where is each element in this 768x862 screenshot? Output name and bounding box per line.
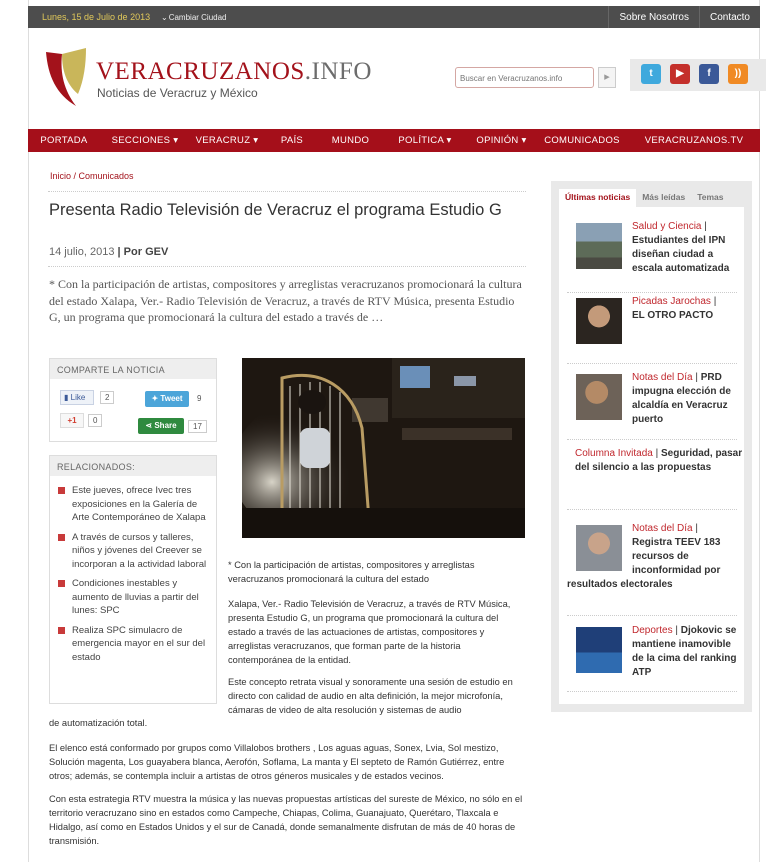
gplus-count: 0 [88, 414, 102, 427]
main-nav [28, 129, 760, 152]
sidebar-tabs [559, 189, 730, 207]
google-plus-button[interactable] [60, 413, 84, 428]
nav-opinion[interactable]: OPINIÓN ▾ [476, 135, 527, 146]
tab-mas-leidas[interactable]: Más leídas [642, 192, 686, 202]
sidebar [551, 181, 752, 712]
news-item[interactable] [567, 220, 737, 276]
article-author[interactable]: GEV [145, 246, 169, 258]
sidebar-news-list [559, 207, 744, 704]
youtube-icon[interactable]: ▶ [670, 64, 690, 84]
tweet-count: 9 [197, 394, 202, 403]
news-headline[interactable]: PRD impugna elección de alcaldía en Veracruz puerto [632, 372, 731, 425]
like-icon: ▮ [64, 393, 69, 402]
site-logo-icon[interactable] [42, 46, 88, 108]
tab-ultimas-noticias[interactable]: Últimas noticias [559, 189, 636, 207]
news-category[interactable]: Deportes [632, 625, 673, 636]
separator: | [704, 221, 707, 232]
article-lead: * Con la participación de artistas, compositores y arreglistas veracruzanos promocionará la cultura del estado Xalapa, Ver.- Radio Televisión de Veracruz, a través de RTV Música, presenta Estudio G, un programa que promocionará la cultura del estado a través de … [49, 277, 522, 324]
news-headline[interactable]: Djokovic se mantiene inamovible de la cima del ranking ATP [632, 625, 737, 678]
related-item[interactable]: Condiciones inestables y aumento de lluvias a partir del lunes: SPC [58, 577, 210, 618]
separator: | [655, 448, 659, 459]
article-date: 14 julio, 2013 [49, 246, 115, 258]
nav-pais[interactable]: PAÍS [280, 135, 304, 146]
divider [567, 509, 737, 510]
divider [567, 363, 737, 364]
news-item[interactable] [567, 522, 737, 592]
news-item[interactable] [567, 371, 737, 427]
tweet-button[interactable] [145, 391, 189, 407]
share-heading: COMPARTE LA NOTICIA [50, 359, 216, 379]
news-headline[interactable]: Estudiantes del IPN diseñan ciudad a escala automatizada [632, 235, 730, 274]
nav-portada[interactable]: PORTADA [40, 135, 88, 146]
top-links [608, 6, 760, 28]
divider [567, 292, 737, 293]
site-name-main: VERACRUZANOS [96, 58, 305, 85]
twitter-bird-icon: ✦ [151, 394, 159, 403]
contact-link[interactable]: Contacto [699, 6, 760, 28]
news-category[interactable]: Salud y Ciencia [632, 221, 702, 232]
site-name[interactable] [96, 58, 372, 86]
article-paragraph: El elenco está conformado por grupos como Villalobos brothers , Los aguas aguas, Sonex, Lvia, Sol mestizo, Solución magenta, Los guayabera blanca, Aerofón, Soflama, La manta y El septeto de Ramón Gutiérrez, entre otros; además, se contempla incluir a artistas de otros géneros musicales y de estados vecinos. [49, 743, 505, 781]
nav-veracruz[interactable]: VERACRUZ ▾ [195, 135, 259, 146]
news-category[interactable]: Columna Invitada [575, 448, 653, 459]
like-label: Like [70, 393, 86, 402]
share-count: 17 [188, 420, 207, 433]
separator: | [713, 296, 717, 307]
search-input[interactable] [456, 69, 593, 88]
article-photo [242, 358, 525, 538]
news-thumbnail[interactable] [576, 374, 622, 420]
article-paragraph: de automatización total. [49, 718, 148, 728]
about-link[interactable]: Sobre Nosotros [608, 6, 698, 28]
divider [48, 266, 526, 267]
share-label: Share [154, 421, 177, 430]
divider [567, 615, 737, 616]
rss-icon[interactable]: )) [728, 64, 748, 84]
nav-comunicados[interactable]: COMUNICADOS [544, 135, 620, 146]
related-item[interactable]: A través de cursos y talleres, niños y jóvenes del Creever se incorporan a la actividad laboral [58, 531, 210, 572]
divider [48, 191, 526, 192]
tab-temas[interactable]: Temas [697, 192, 724, 202]
divider [567, 691, 737, 692]
news-category[interactable]: Notas del Día [632, 523, 693, 534]
tweet-label: Tweet [160, 394, 183, 403]
article-paragraph: Con esta estrategia RTV muestra la música y las nuevas propuestas artísticas del sureste de México, no sólo en el territorio veracruzano sino en estados como Campeche, Chiapas, Colima, Guanajuato, Querétaro, Tlaxcala e Hidalgo, así como en Estados Unidos y el sur de Canadá, donde semanalmente disfrutan de más de 40 horas de transmisión. [49, 794, 523, 846]
related-item[interactable]: Realiza SPC simulacro de emergencia mayor en el sur del estado [58, 624, 210, 665]
search-box [455, 67, 594, 88]
related-list [50, 476, 216, 664]
news-thumbnail[interactable] [576, 627, 622, 673]
related-item[interactable]: Este jueves, ofrece Ivec tres exposiciones en la Galería de Arte Contemporáneo de Xalapa [58, 484, 210, 525]
gplus-label: +1 [67, 416, 77, 425]
author-prefix: | Por [117, 246, 142, 258]
news-category[interactable]: Picadas Jarochas [632, 296, 711, 307]
facebook-like-button[interactable] [60, 390, 94, 405]
nav-mundo[interactable]: MUNDO [331, 135, 370, 146]
share-button[interactable] [138, 418, 184, 434]
site-tagline: Noticias de Veracruz y México [97, 86, 258, 100]
related-heading: RELACIONADOS: [50, 456, 216, 476]
nav-politica[interactable]: POLÍTICA ▾ [398, 135, 452, 146]
facebook-icon[interactable]: f [699, 64, 719, 84]
breadcrumb[interactable]: Inicio / Comunicados [50, 171, 134, 181]
change-city-link[interactable] [161, 13, 227, 22]
news-item[interactable] [575, 447, 745, 475]
separator: | [695, 372, 698, 383]
share-icon: ⋖ [145, 421, 153, 430]
news-headline[interactable]: Seguridad, pasar del silencio a las propuestas [575, 448, 743, 473]
change-city-label: Cambiar Ciudad [168, 13, 227, 22]
social-links [630, 59, 766, 91]
nav-veracruzanos-tv[interactable]: VERACRUZANOS.TV [644, 135, 744, 146]
news-thumbnail[interactable] [576, 223, 622, 269]
search-submit-button[interactable]: ▸ [598, 67, 616, 88]
article-paragraph: Este concepto retrata visual y sonoramente una sesión de estudio en directo con calidad de audio en alta definición, la mejor microfonía, cámaras de video de alta resolución y sistemas de audio [228, 677, 513, 715]
current-date: Lunes, 15 de Julio de 2013 [42, 12, 151, 22]
news-thumbnail[interactable] [576, 525, 622, 571]
separator: | [695, 523, 698, 534]
chevron-down-icon: ⌄ [161, 13, 168, 22]
share-box [49, 358, 217, 442]
news-headline[interactable]: EL OTRO PACTO [632, 310, 714, 321]
news-item[interactable] [567, 624, 737, 680]
twitter-icon[interactable]: t [641, 64, 661, 84]
news-category[interactable]: Notas del Día [632, 372, 693, 383]
top-bar [28, 6, 760, 28]
like-count: 2 [100, 391, 114, 404]
separator: | [675, 625, 678, 636]
article-title: Presenta Radio Televisión de Veracruz el programa Estudio G [49, 201, 502, 219]
divider [567, 439, 737, 440]
article-paragraph: Xalapa, Ver.- Radio Televisión de Veracruz, a través de RTV Música, presenta Estudio G, un programa que promocionará la cultura del estado a través de las actuaciones de artistas, compositores y arreglistas veracruzanos, que forman parte de la historia contemporánea de la entidad. [228, 599, 511, 665]
site-name-suffix: .INFO [304, 58, 372, 85]
nav-secciones[interactable]: SECCIONES ▾ [111, 135, 179, 146]
news-thumbnail[interactable] [576, 298, 622, 344]
article-meta [49, 246, 168, 258]
related-box [49, 455, 217, 704]
article-paragraph: * Con la participación de artistas, compositores y arreglistas veracruzanos promocionará la cultura del estado [228, 560, 475, 584]
news-item[interactable] [567, 295, 737, 344]
news-headline[interactable]: Registra TEEV 183 recursos de inconformidad por resultados electorales [567, 537, 721, 590]
